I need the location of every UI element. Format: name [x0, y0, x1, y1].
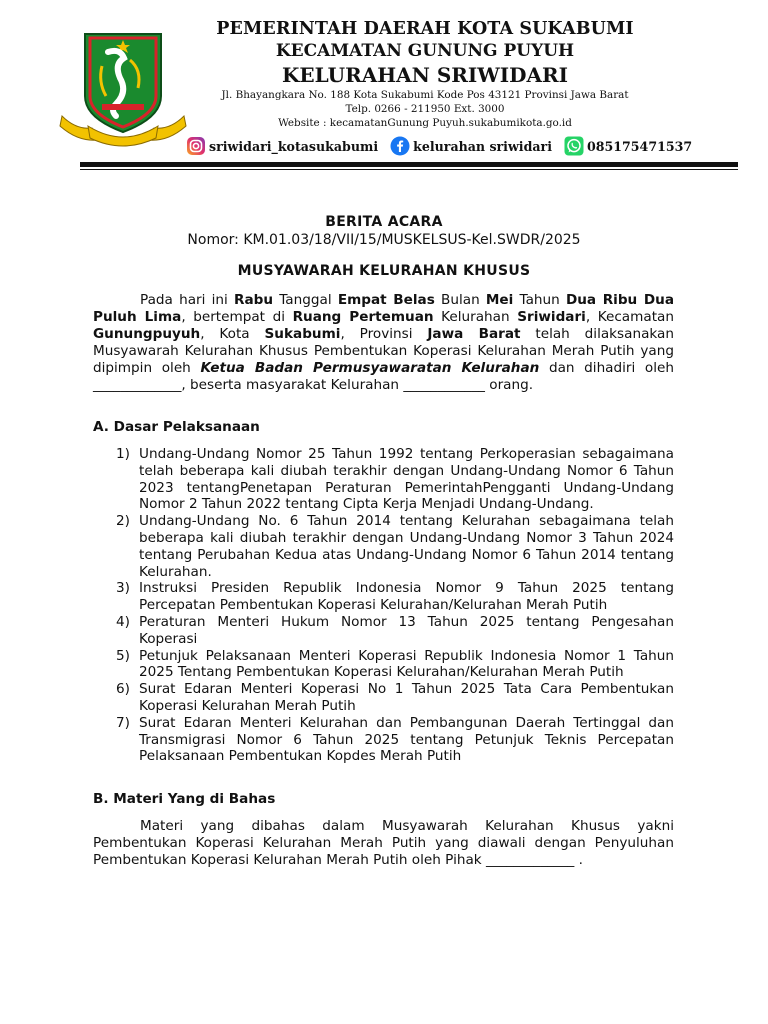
list-item: 7) Surat Edaran Menteri Kelurahan dan Pembangunan Daerah Tertinggal dan Transmigrasi Nomor 6 Tahun 2025 tentang Petunjuk Teknis Percepatan Pelaksanaan Pembentukan Kopdes Merah Putih — [116, 714, 674, 765]
facebook-name: kelurahan sriwidari — [413, 138, 552, 154]
instagram-handle: sriwidari_kotasukabumi — [209, 138, 379, 154]
meeting-date: Empat Belas — [337, 292, 435, 308]
whatsapp-contact — [564, 136, 692, 156]
opening-paragraph: Pada hari ini Rabu Tanggal Empat Belas Bulan Mei Tahun Dua Ribu Dua Puluh Lima, bertempat di Ruang Pertemuan Kelurahan Sriwidari, Kecamatan Gunungpuyuh, Kota Sukabumi, Provinsi Jawa Barat telah dilaksanakan Musyawarah Kelurahan Khusus Pembentukan Koperasi Kelurahan Merah Putih yang dipimpin oleh Ketua Badan Permusyawaratan Kelurahan dan dihadiri oleh _____________, beserta masyarakat Kelurahan ____________ orang. — [93, 292, 675, 393]
whatsapp-number: 085175471537 — [586, 138, 693, 154]
meeting-province: Jawa Barat — [427, 326, 521, 342]
list-item: 6) Surat Edaran Menteri Koperasi No 1 Tahun 2025 Tata Cara Pembentukan Koperasi Kelurahan Merah Putih — [116, 681, 674, 714]
meeting-subdistrict: Gunungpuyuh — [93, 326, 201, 342]
instagram-contact — [186, 136, 378, 156]
list-item: 3) Instruksi Presiden Republik Indonesia Nomor 9 Tahun 2025 tentang Percepatan Pembentukan Koperasi Kelurahan/Kelurahan Merah Putih — [116, 580, 674, 614]
meeting-year: Dua Ribu Dua Puluh Lima — [93, 292, 674, 325]
instagram-icon — [186, 136, 206, 156]
letterhead-thin-rule — [80, 169, 738, 170]
section-a-heading: A. Dasar Pelaksanaan — [93, 419, 260, 435]
section-b-heading: B. Materi Yang di Bahas — [93, 791, 276, 807]
letterhead-thick-rule — [80, 162, 738, 167]
meeting-place: Ruang Pertemuan — [292, 309, 434, 325]
document-title: BERITA ACARA — [325, 214, 443, 230]
letterhead-district: KECAMATAN GUNUNG PUYUH — [275, 41, 575, 61]
facebook-contact — [390, 136, 552, 156]
letterhead-village: KELURAHAN SRIWIDARI — [282, 63, 568, 87]
meeting-village: Sriwidari — [517, 309, 586, 325]
list-item: 2) Undang-Undang No. 6 Tahun 2014 tentang Kelurahan sebagaimana telah beberapa kali diubah terakhir dengan Undang-Undang Nomor 3 Tahun 2024 tentang Perubahan Kedua atas Undang-Undang Nomor 6 Tahun 2014 tentang Kelurahan. — [116, 513, 674, 580]
letterhead-website: Website : kecamatanGunung Puyuh.sukabumikota.go.id — [278, 117, 572, 129]
whatsapp-icon — [564, 136, 584, 156]
letterhead — [212, 18, 638, 130]
meeting-month: Mei — [485, 292, 514, 308]
meeting-city: Sukabumi — [264, 326, 341, 342]
facebook-icon — [390, 136, 410, 156]
meeting-leader: Ketua Badan Permusyawaratan Kelurahan — [200, 360, 540, 376]
letterhead-address: Jl. Bhayangkara No. 188 Kota Sukabumi Kode Pos 43121 Provinsi Jawa Barat — [221, 89, 629, 101]
list-item: 5) Petunjuk Pelaksanaan Menteri Koperasi Republik Indonesia Nomor 1 Tahun 2025 Tentang Pembentukan Koperasi Kelurahan/Kelurahan Merah Putih — [116, 647, 674, 681]
social-media-row — [186, 134, 693, 158]
letterhead-phone: Telp. 0266 - 211950 Ext. 3000 — [345, 103, 505, 115]
document-number: Nomor: KM.01.03/18/VII/15/MUSKELSUS-Kel.SWDR/2025 — [187, 232, 581, 248]
list-item: 4) Peraturan Menteri Hukum Nomor 13 Tahun 2025 tentang Pengesahan Koperasi — [116, 613, 674, 647]
section-b-paragraph: Materi yang dibahas dalam Musyawarah Kelurahan Khusus yakni Pembentukan Koperasi Kelurahan Merah Putih yang diawali dengan Penyuluhan Pembentukan Koperasi Kelurahan Merah Putih oleh Pihak _____________ . — [93, 818, 674, 868]
city-emblem-logo — [58, 26, 188, 150]
meeting-day: Rabu — [233, 292, 274, 308]
document-subtitle: MUSYAWARAH KELURAHAN KHUSUS — [237, 263, 531, 279]
list-item: 1) Undang-Undang Nomor 25 Tahun 1992 tentang Perkoperasian sebagaimana telah beberapa kali diubah terakhir dengan Undang-Undang Nomor 6 Tahun 2023 tentangPenetapan Peraturan PemerintahPengganti Undang-Undang Nomor 2 Tahun 2022 tentang Cipta Kerja Menjadi Undang-Undang. — [116, 446, 674, 513]
letterhead-government: PEMERINTAH DAERAH KOTA SUKABUMI — [216, 19, 634, 39]
legal-basis-list — [110, 446, 674, 765]
